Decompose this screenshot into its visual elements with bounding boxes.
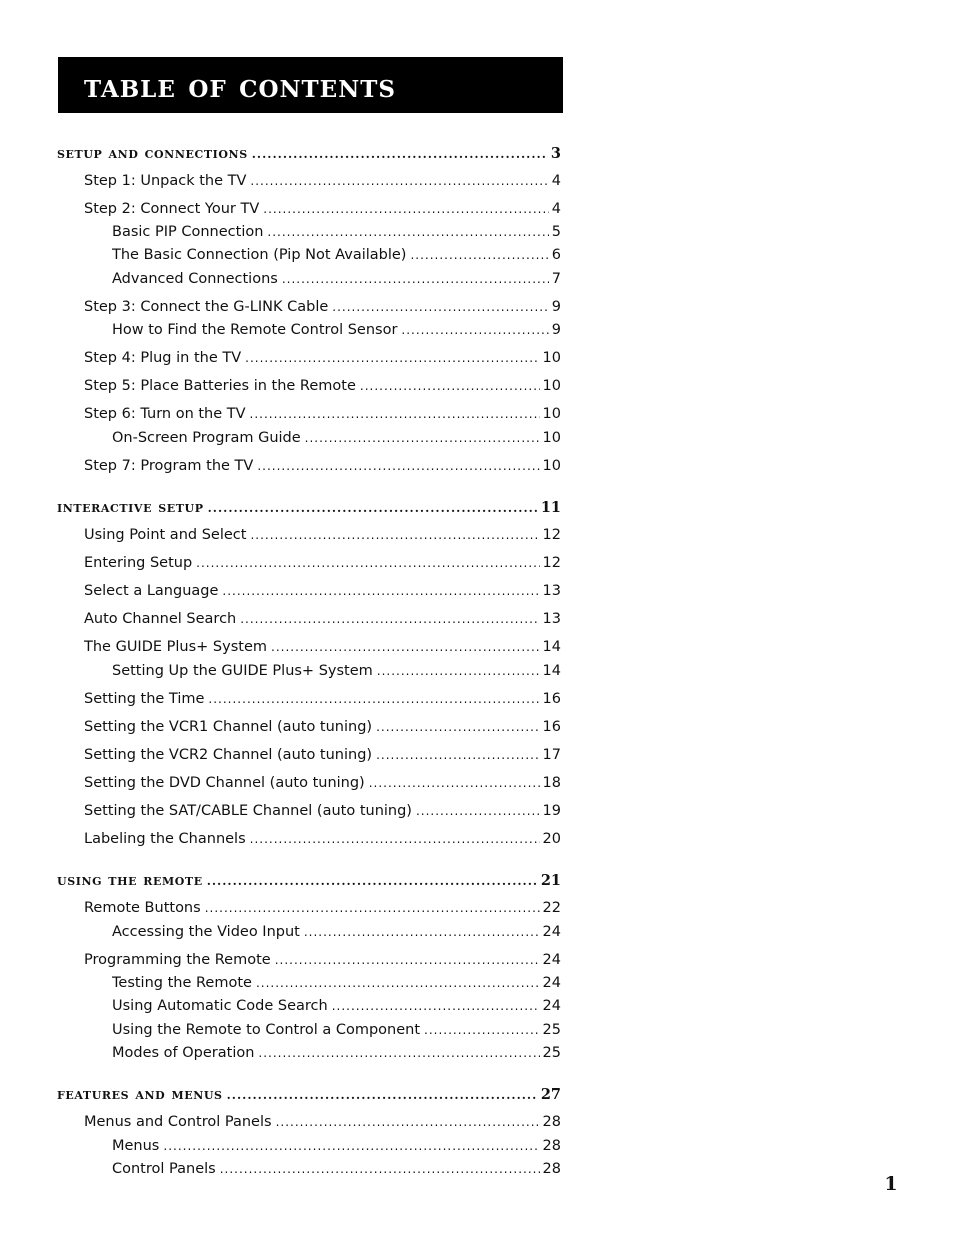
toc-entry-page: 20 (542, 831, 561, 847)
toc-entry[interactable] (84, 950, 561, 970)
toc-entry[interactable] (84, 609, 561, 629)
toc-entry-page: 12 (542, 555, 561, 571)
toc-entry-label: Programming the Remote (84, 952, 271, 968)
toc-entry[interactable] (84, 456, 561, 476)
toc-entry[interactable] (84, 689, 561, 709)
toc-entry[interactable] (112, 245, 561, 265)
dot-leader (304, 922, 540, 942)
toc-section[interactable] (57, 870, 561, 890)
toc-entry-label: interactive setup (57, 497, 204, 516)
toc-entry-label: Modes of Operation (112, 1045, 255, 1061)
toc-entry-label: Basic PIP Connection (112, 224, 264, 240)
dot-leader (222, 581, 539, 601)
toc-entry-label: Step 3: Connect the G-LINK Cable (84, 299, 329, 315)
dot-leader (256, 973, 540, 993)
toc-entry[interactable] (84, 1112, 561, 1132)
toc-entry-label: Control Panels (112, 1161, 216, 1177)
toc-entry[interactable] (112, 661, 561, 681)
toc-entry-page: 6 (551, 247, 561, 263)
dot-leader (376, 717, 539, 737)
toc-entry[interactable] (84, 525, 561, 545)
toc-entry[interactable] (112, 922, 561, 942)
toc-entry-page: 14 (542, 639, 561, 655)
toc-entry-label: Testing the Remote (112, 975, 252, 991)
toc-entry[interactable] (84, 773, 561, 793)
dot-leader (401, 320, 548, 340)
toc-entry-page: 28 (542, 1114, 561, 1130)
dot-leader (257, 456, 539, 476)
toc-entry-label: Step 5: Place Batteries in the Remote (84, 378, 356, 394)
toc-entry-page: 13 (542, 611, 561, 627)
toc-entry-page: 4 (551, 201, 561, 217)
toc-entry[interactable] (84, 581, 561, 601)
toc-entry-page: 16 (542, 691, 561, 707)
toc-entry-label: Menus and Control Panels (84, 1114, 272, 1130)
toc-entry-page: 10 (542, 458, 561, 474)
dot-leader (196, 553, 539, 573)
toc-entry-label: Advanced Connections (112, 271, 278, 287)
dot-leader (424, 1020, 540, 1040)
toc-entry[interactable] (84, 801, 561, 821)
toc-entry-page: 10 (542, 430, 561, 446)
toc-entry-page: 10 (542, 350, 561, 366)
toc-entry[interactable] (84, 404, 561, 424)
toc-entry-label: using the remote (57, 870, 203, 889)
toc-entry-page: 9 (551, 322, 561, 338)
toc-entry-label: The Basic Connection (Pip Not Available) (112, 247, 407, 263)
dot-leader (245, 348, 539, 368)
toc-entry-label: Labeling the Channels (84, 831, 246, 847)
dot-leader (252, 144, 548, 163)
toc-entry-label: Setting the VCR1 Channel (auto tuning) (84, 719, 373, 735)
dot-leader (377, 661, 540, 681)
toc-entry-page: 22 (542, 900, 561, 916)
dot-leader (271, 637, 540, 657)
toc-entry-page: 28 (542, 1138, 561, 1154)
dot-leader (205, 898, 540, 918)
dot-leader (163, 1136, 539, 1156)
toc-entry-label: Setting Up the GUIDE Plus+ System (112, 663, 373, 679)
dot-leader (250, 829, 540, 849)
dot-leader (376, 745, 539, 765)
toc-entry-label: Step 7: Program the TV (84, 458, 254, 474)
toc-entry-label: On-Screen Program Guide (112, 430, 301, 446)
toc-entry-label: Using Point and Select (84, 527, 247, 543)
toc-entry[interactable] (84, 829, 561, 849)
toc-entry[interactable] (112, 973, 561, 993)
dot-leader (282, 269, 549, 289)
toc-entry-page: 7 (551, 271, 561, 287)
toc-entry-label: Setting the Time (84, 691, 205, 707)
toc-entry-page: 9 (551, 299, 561, 315)
dot-leader (332, 996, 540, 1016)
toc-entry-page: 28 (542, 1161, 561, 1177)
toc-entry-page: 25 (542, 1022, 561, 1038)
toc-entry-page: 10 (542, 378, 561, 394)
toc-entry-label: Using Automatic Code Search (112, 998, 328, 1014)
dot-leader (416, 801, 540, 821)
toc-entry-page: 12 (542, 527, 561, 543)
toc-entry-label: Entering Setup (84, 555, 193, 571)
toc-entry-label: The GUIDE Plus+ System (84, 639, 267, 655)
toc-entry[interactable] (112, 996, 561, 1016)
toc-entry-label: Using the Remote to Control a Component (112, 1022, 421, 1038)
toc-entry-label: setup and connections (57, 143, 248, 162)
toc-entry[interactable] (84, 898, 561, 918)
toc-entry[interactable] (84, 171, 561, 191)
toc-entry[interactable] (84, 348, 561, 368)
dot-leader (276, 1112, 540, 1132)
dot-leader (332, 297, 549, 317)
dot-leader (360, 376, 540, 396)
toc-entry-page: 25 (542, 1045, 561, 1061)
toc-section[interactable] (57, 143, 561, 163)
dot-leader (240, 609, 539, 629)
toc-entry[interactable] (112, 320, 561, 340)
toc-entry-page: 14 (542, 663, 561, 679)
toc-entry[interactable] (84, 637, 561, 657)
toc-section[interactable] (57, 497, 561, 517)
toc-entry-page: 13 (542, 583, 561, 599)
toc-entry-label: Step 1: Unpack the TV (84, 173, 247, 189)
toc-entry-page: 24 (542, 924, 561, 940)
toc-entry-page: 17 (542, 747, 561, 763)
toc-entry-label: Accessing the Video Input (112, 924, 300, 940)
toc-entry-page: 27 (540, 1086, 561, 1103)
toc-entry-label: Menus (112, 1138, 160, 1154)
toc-entry-page: 4 (551, 173, 561, 189)
toc-entry-label: Remote Buttons (84, 900, 201, 916)
dot-leader (305, 428, 540, 448)
toc-entry[interactable] (84, 553, 561, 573)
toc-entry-page: 24 (542, 998, 561, 1014)
toc-entry-page: 18 (542, 775, 561, 791)
toc-entry-label: Auto Channel Search (84, 611, 237, 627)
dot-leader (208, 498, 538, 517)
page-number: 1 (884, 1173, 898, 1195)
toc-entry[interactable] (84, 376, 561, 396)
toc-entry[interactable] (112, 1020, 561, 1040)
dot-leader (227, 1085, 538, 1104)
toc-entry-page: 3 (550, 145, 561, 162)
toc-entry-label: Setting the SAT/CABLE Channel (auto tuning) (84, 803, 412, 819)
dot-leader (263, 199, 549, 219)
toc-entry[interactable] (112, 1159, 561, 1179)
toc-entry-page: 5 (551, 224, 561, 240)
toc-entry-page: 24 (542, 975, 561, 991)
toc-entry-page: 19 (542, 803, 561, 819)
toc-entry-label: Step 4: Plug in the TV (84, 350, 242, 366)
toc-entry[interactable] (112, 1043, 561, 1063)
toc-entry-page: 10 (542, 406, 561, 422)
toc-section[interactable] (57, 1084, 561, 1104)
dot-leader (250, 171, 548, 191)
toc-entry-label: Setting the VCR2 Channel (auto tuning) (84, 747, 373, 763)
toc-entry-label: How to Find the Remote Control Sensor (112, 322, 398, 338)
toc-entry-label: Setting the DVD Channel (auto tuning) (84, 775, 365, 791)
toc-entry-page: 24 (542, 952, 561, 968)
toc-entry-label: features and menus (57, 1084, 223, 1103)
toc-entry[interactable] (112, 1136, 561, 1156)
toc-entry-label: Step 6: Turn on the TV (84, 406, 246, 422)
toc-entry[interactable] (84, 717, 561, 737)
toc-entry-label: Select a Language (84, 583, 219, 599)
toc-entry-label: Step 2: Connect Your TV (84, 201, 260, 217)
toc-entry-page: 21 (540, 872, 561, 889)
toc-entry[interactable] (84, 199, 561, 219)
toc-entry-page: 11 (540, 499, 561, 516)
dot-leader (275, 950, 540, 970)
dot-leader (220, 1159, 540, 1179)
toc-entry[interactable] (84, 745, 561, 765)
toc-entry[interactable] (112, 428, 561, 448)
dot-leader (410, 245, 548, 265)
dot-leader (258, 1043, 539, 1063)
toc-entry-page: 16 (542, 719, 561, 735)
dot-leader (208, 689, 539, 709)
dot-leader (369, 773, 540, 793)
toc-entry[interactable] (84, 297, 561, 317)
dot-leader (250, 525, 539, 545)
page-title: table of contents (84, 65, 396, 105)
dot-leader (207, 871, 538, 890)
dot-leader (267, 222, 548, 242)
toc-entry[interactable] (112, 222, 561, 242)
toc-entry[interactable] (112, 269, 561, 289)
dot-leader (250, 404, 540, 424)
